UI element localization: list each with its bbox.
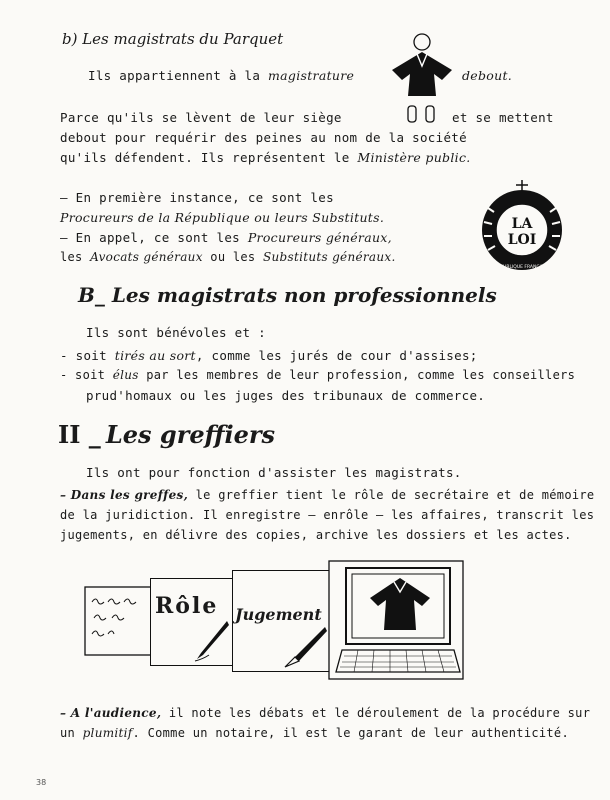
emphasis-run: – Dans les greffes, — [60, 488, 189, 502]
text-run: Ils appartiennent à la — [88, 68, 268, 83]
para-line: jugements, en délivre des copies, archive les dossiers et les actes. — [60, 528, 572, 542]
text-run: le greffier tient le rôle de secrétaire et de mémoire — [188, 488, 595, 502]
para-line: Ils ont pour fonction d'assister les magistrats. — [86, 465, 462, 480]
role-label: Rôle — [155, 593, 219, 619]
emphasis-run: élus — [112, 368, 139, 382]
emphasis-run: tirés au sort — [114, 348, 196, 363]
text-run: - soit — [60, 368, 113, 382]
la-loi-seal-icon — [474, 178, 570, 278]
jugement-panel — [232, 570, 330, 672]
para-line — [60, 250, 396, 264]
heading-number: II _ — [58, 420, 101, 449]
emphasis-run: magistrature — [268, 68, 355, 83]
emphasis-run: – A l'audience, — [60, 706, 162, 720]
emphasis-run: Substituts généraux. — [262, 250, 396, 264]
text-run: les — [60, 250, 91, 264]
emphasis-run: Procureurs généraux, — [247, 230, 392, 245]
para-line: Parce qu'ils se lèvent de leur siège — [60, 110, 342, 125]
text-run: ou les — [202, 250, 263, 264]
para-line — [60, 150, 471, 165]
para-line: de la juridiction. Il enregistre – enrôle – les affaires, transcrit les — [60, 508, 595, 522]
text-run: qu'ils défendent. Ils représentent le — [60, 150, 358, 165]
para-line — [88, 68, 354, 83]
quill-pen-icon — [191, 619, 231, 663]
para-line: prud'homaux ou les juges des tribunaux de commerce. — [86, 388, 486, 403]
para-line: debout. — [462, 68, 513, 83]
emphasis-run: Avocats généraux — [90, 250, 203, 264]
para-line — [60, 488, 594, 502]
para-line: – En première instance, ce sont les — [60, 190, 334, 205]
text-run: - soit — [60, 348, 115, 363]
section-B-heading: B_ Les magistrats non professionnels — [78, 283, 497, 307]
para-line — [60, 230, 392, 245]
emphasis-run: Ministère public. — [357, 150, 471, 165]
text-run: il note les débats et le déroulement de la procédure sur — [161, 706, 591, 720]
para-line: Procureurs de la République ou leurs Substituts. — [60, 210, 385, 225]
para-line: debout pour requérir des peines au nom de la société — [60, 130, 467, 145]
text-run: par les membres de leur profession, comme les conseillers — [138, 368, 576, 382]
para-line — [60, 726, 569, 740]
para-line — [60, 706, 590, 720]
text-run: . Comme un notaire, il est le garant de leur authenticité. — [132, 726, 569, 740]
jugement-label: Jugement — [235, 605, 322, 624]
section-b-heading: b) Les magistrats du Parquet — [62, 30, 284, 48]
para-line — [60, 368, 575, 382]
para-line: et se mettent — [452, 110, 554, 125]
computer-panel — [328, 560, 464, 680]
seal-ring-text: RÉPUBLIQUE FRANÇAISE — [494, 265, 550, 270]
para-line — [60, 348, 478, 363]
emphasis-run: plumitif — [82, 726, 133, 740]
seal-bottom-text: LOI — [507, 232, 537, 248]
seal-top-text: LA — [511, 216, 533, 232]
page-number: 38 — [36, 778, 47, 787]
heading-text: Les greffiers — [105, 420, 276, 449]
fountain-pen-icon — [279, 625, 327, 669]
text-run: , comme les jurés de cour d'assises; — [195, 348, 478, 363]
handwritten-page-panel — [84, 586, 156, 656]
section-II-heading — [58, 420, 275, 449]
magistrate-standing-icon — [378, 32, 454, 128]
para-line: Ils sont bénévoles et : — [86, 325, 266, 340]
text-run: – En appel, ce sont les — [60, 230, 248, 245]
role-panel — [150, 578, 236, 666]
text-run: un — [60, 726, 83, 740]
